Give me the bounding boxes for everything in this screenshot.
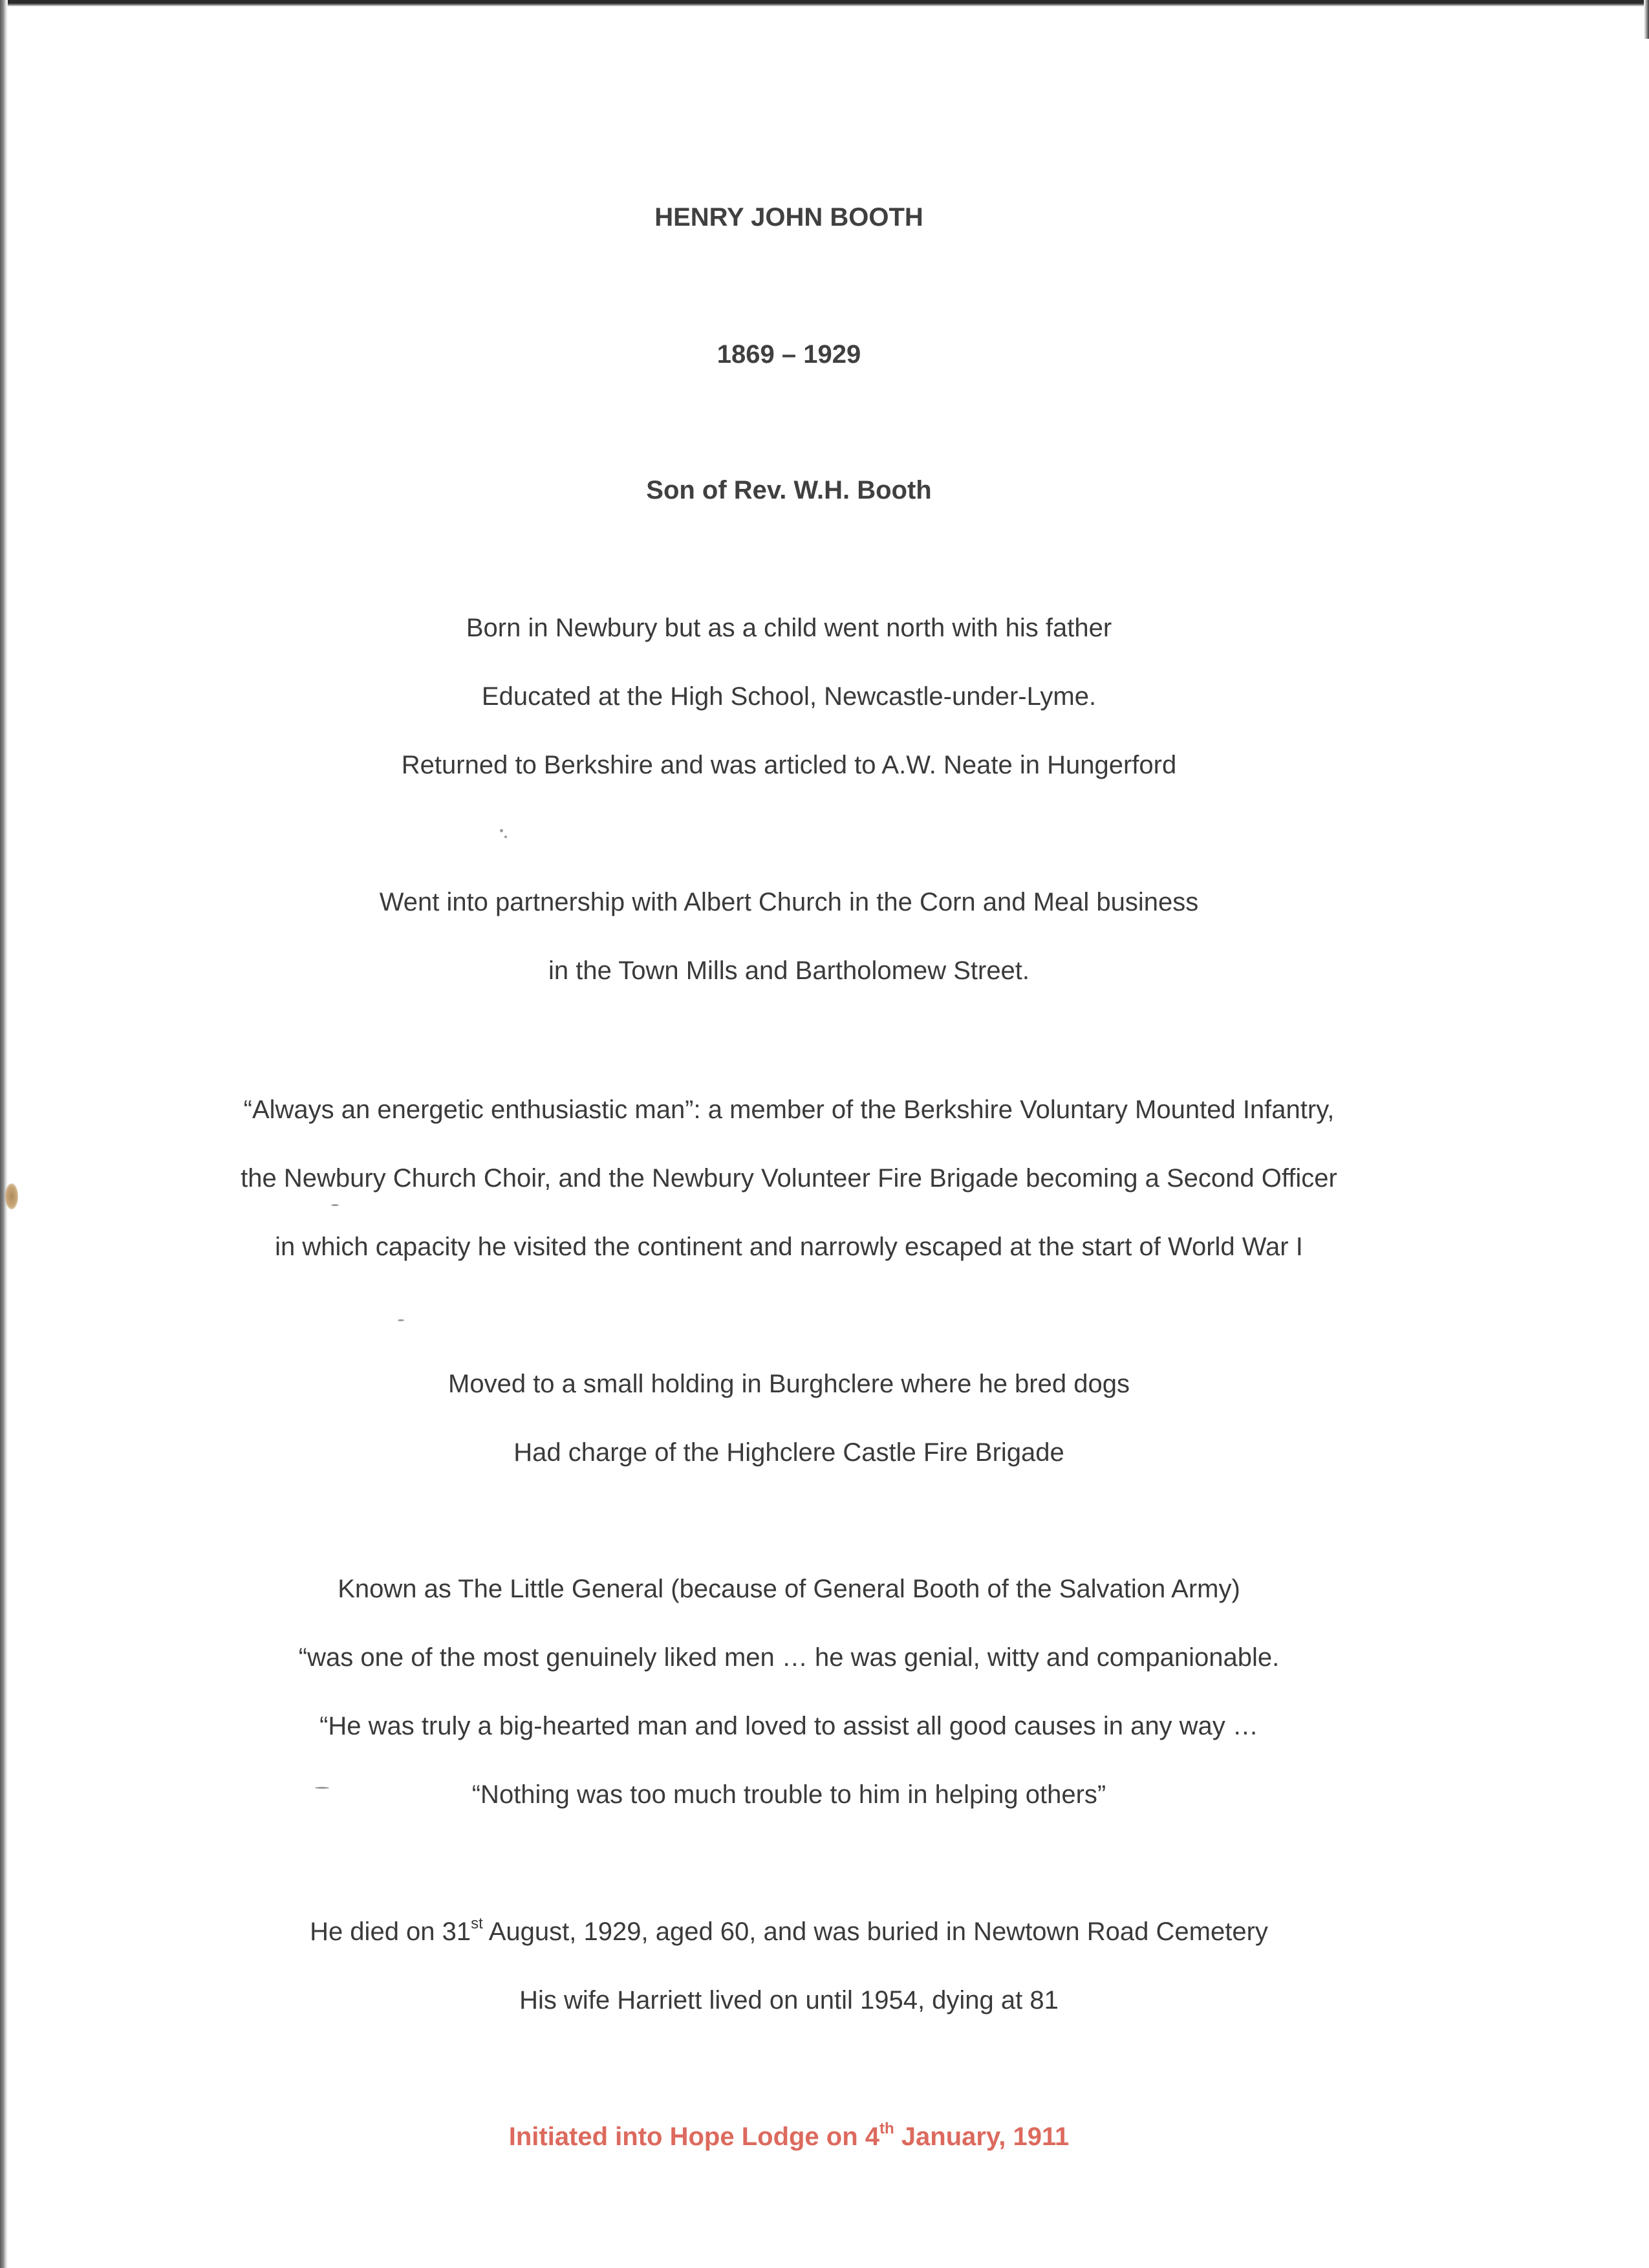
activities-line: the Newbury Church Choir, and the Newbury Volunteer Fire Brigade becoming a Second Officer	[241, 1164, 1337, 1193]
early-life-line: Educated at the High School, Newcastle-under-Lyme.	[481, 682, 1097, 711]
document-title: HENRY JOHN BOOTH	[654, 203, 923, 232]
initiation-line	[0, 2120, 1578, 2154]
business-line: Went into partnership with Albert Church in the Corn and Meal business	[379, 888, 1199, 916]
scan-top-edge	[0, 0, 1649, 6]
scan-speck	[398, 1319, 404, 1321]
early-life-line: Born in Newbury but as a child went north with his father	[466, 614, 1112, 642]
scan-speck	[500, 829, 503, 832]
character-quote-line: “He was truly a big-hearted man and loved to assist all good causes in any way …	[319, 1712, 1258, 1740]
business-line: in the Town Mills and Bartholomew Street.	[548, 956, 1030, 985]
activities-line: in which capacity he visited the continent and narrowly escaped at the start of World War I	[275, 1233, 1303, 1261]
death-ordinal-suffix: st	[471, 1914, 483, 1932]
scan-speck	[331, 1204, 339, 1206]
later-life-line: Had charge of the Highclere Castle Fire Brigade	[513, 1438, 1064, 1467]
death-text-after: August, 1929, aged 60, and was buried in Newtown Road Cemetery	[482, 1917, 1268, 1946]
character-quote-line: “Nothing was too much trouble to him in helping others”	[471, 1780, 1106, 1809]
scan-right-edge	[1644, 0, 1649, 39]
death-text-before: He died on 31	[310, 1917, 471, 1946]
death-line	[0, 1915, 1578, 1949]
character-line: Known as The Little General (because of General Booth of the Salvation Army)	[338, 1575, 1240, 1603]
activities-line: “Always an energetic enthusiastic man”: a member of the Berkshire Voluntary Mounted Infantry,	[243, 1096, 1335, 1124]
initiation-text-before: Initiated into Hope Lodge on 4	[508, 2122, 880, 2151]
character-quote-line: “was one of the most genuinely liked men … he was genial, witty and companionable.	[298, 1643, 1280, 1672]
wife-line: His wife Harriett lived on until 1954, dying at 81	[519, 1986, 1059, 2014]
later-life-line: Moved to a small holding in Burghclere where he bred dogs	[448, 1370, 1130, 1398]
initiation-ordinal-suffix: th	[879, 2119, 894, 2137]
early-life-line: Returned to Berkshire and was articled to A.W. Neate in Hungerford	[401, 751, 1177, 779]
initiation-text-after: January, 1911	[894, 2122, 1070, 2151]
parentage: Son of Rev. W.H. Booth	[646, 476, 932, 504]
scan-speck	[504, 836, 507, 838]
life-dates: 1869 – 1929	[717, 340, 861, 369]
